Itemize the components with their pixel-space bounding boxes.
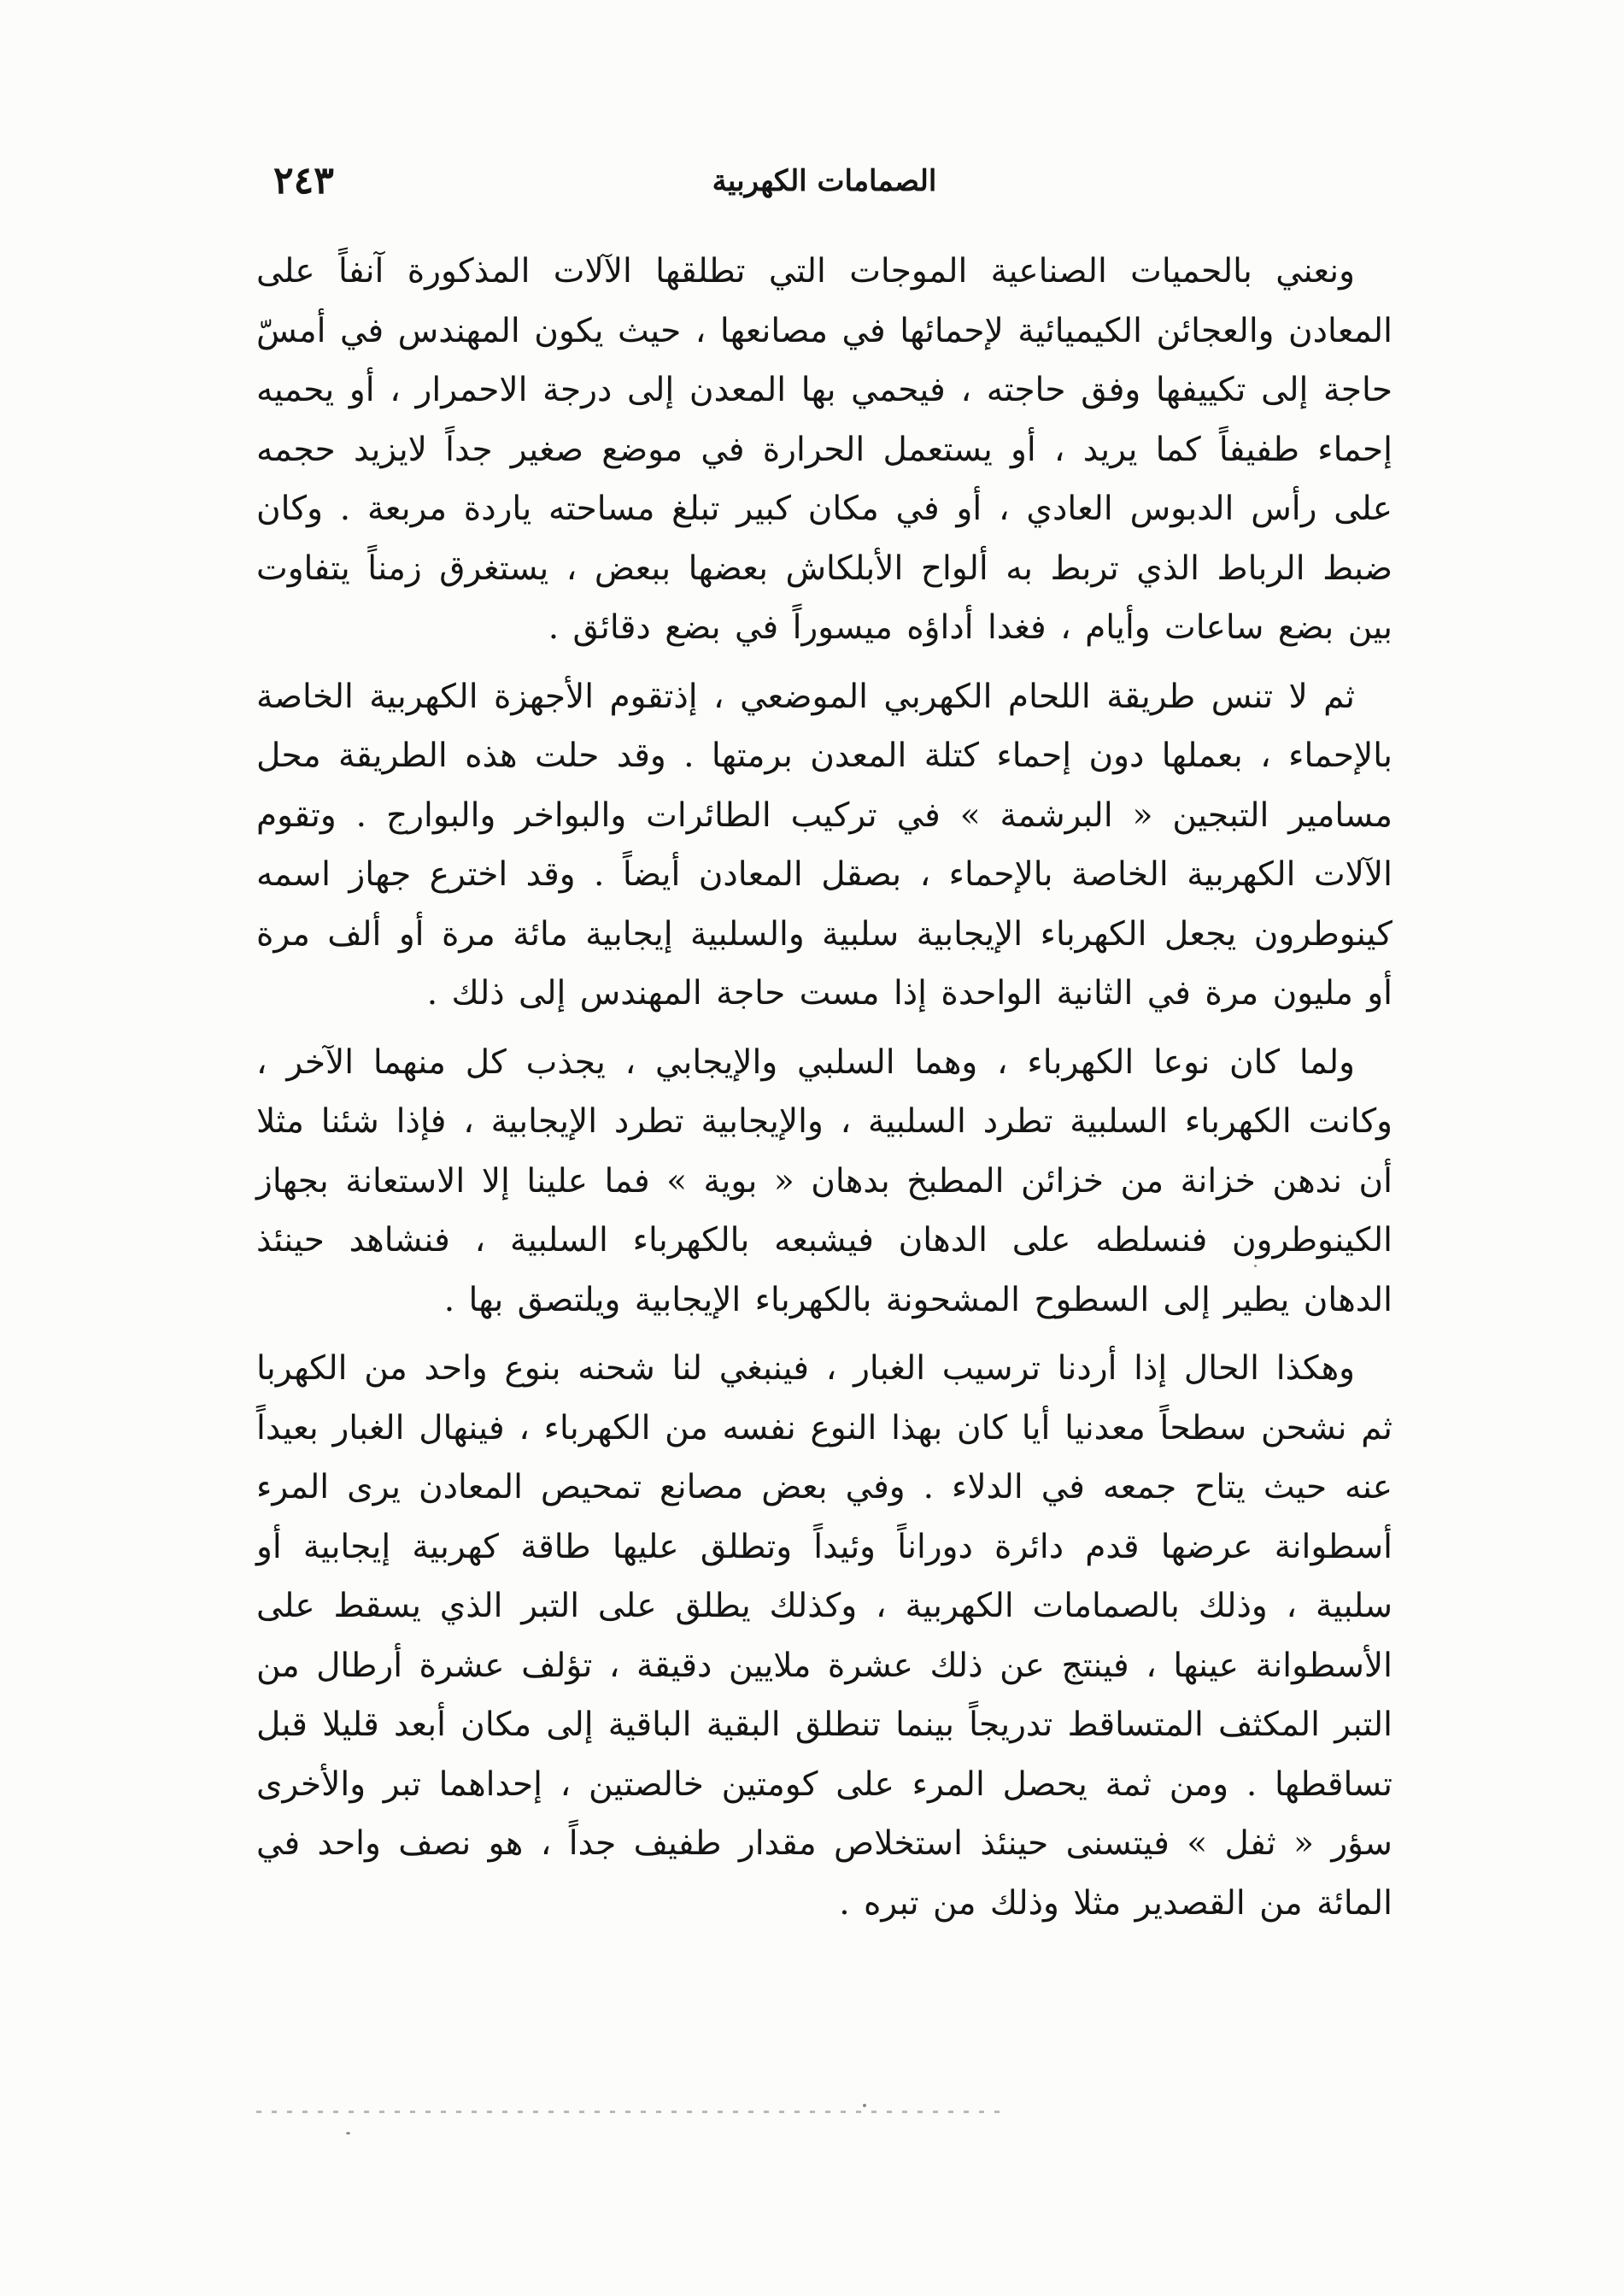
paragraph-4: وهكذا الحال إذا أردنا ترسيب الغبار ، فينبغي لنا شحنه بنوع واحد من الكهربا ثم نشحن سطحاً معدنيا أيا كان بهذا النوع نفسه من الكهرباء ، فينهال الغبار بعيداً عنه حيث يتاح جمعه في الدلاء . وفي بعض مصانع تمحيص المعادن يرى المرء أسطوانة عرضها قدم دائرة دوراناً وئيداً وتطلق عليها طاقة كهربية إيجابية أو سلبية ، وذلك بالصمامات الكهربية ، وكذلك يطلق على التبر الذي يسقط على الأسطوانة عينها ، فينتج عن ذلك عشرة ملايين دقيقة ، تؤلف عشرة أرطال من التبر المكثف المتساقط تدريجاً بينما تنطلق البقية الباقية إلى مكان أبعد قليلا قبل تساقطها . ومن ثمة يحصل المرء على كومتين خالصتين ، إحداهما تبر والأخرى سؤر « ثفل » فيتسنى حينئذ استخلاص مقدار طفيف جداً ، هو نصف واحد في المائة من القصدير مثلا وذلك من تبره . — [256, 1349, 1392, 1923]
scan-speck — [346, 2132, 350, 2135]
scan-speck — [1254, 1265, 1257, 1267]
scan-noise-line — [256, 2111, 1008, 2113]
page-header — [256, 154, 1392, 231]
paragraph-3: ولما كان نوعا الكهرباء ، وهما السلبي والإيجابي ، يجذب كل منهما الآخر ، وكانت الكهرباء السلبية تطرد السلبية ، والإيجابية تطرد الإيجابية ، فإذا شئنا مثلا أن ندهن خزانة من خزائن المطبخ بدهان « بوية » فما علينا إلا الاستعانة بجهاز الكينوطرون فنسلطه على الدهان فيشبعه بالكهرباء السلبية ، فنشاهد حينئذ الدهان يطير إلى السطوح المشحونة بالكهرباء الإيجابية ويلتصق بها . — [256, 1042, 1392, 1319]
page-number: ٢٤٣ — [273, 159, 334, 203]
paragraph-2: ثم لا تنس طريقة اللحام الكهربي الموضعي ، إذتقوم الأجهزة الكهربية الخاصة بالإحماء ، بعملها دون إحماء كتلة المعدن برمتها . وقد حلت هذه الطريقة محل مسامير التبجين « البرشمة » في تركيب الطائرات والبواخر والبوارج . وتقوم الآلات الكهربية الخاصة بالإحماء ، بصقل المعادن أيضاً . وقد اخترع جهاز اسمه كينوطرون يجعل الكهرباء الإيجابية سلبية والسلبية إيجابية مائة مرة أو ألف مرة أو مليون مرة في الثانية الواحدة إذا مست حاجة المهندس إلى ذلك . — [256, 677, 1392, 1013]
scan-speck — [863, 2104, 866, 2107]
running-title: الصمامات الكهربية — [712, 164, 937, 198]
paragraph-1: ونعني بالحميات الصناعية الموجات التي تطلقها الآلات المذكورة آنفاً على المعادن والعجائن الكيميائية لإحمائها في مصانعها ، حيث يكون المهندس في أمسّ حاجة إلى تكييفها وفق حاجته ، فيحمي بها المعدن إلى درجة الاحمرار ، أو يحميه إحماء طفيفاً كما يريد ، أو يستعمل الحرارة في موضع صغير جداً لايزيد حجمه على رأس الدبوس العادي ، أو في مكان كبير تبلغ مساحته ياردة مربعة . وكان ضبط الرباط الذي تربط به ألواح الأبلكاش بعضها ببعض ، يستغرق زمناً يتفاوت بين بضع ساعات وأيام ، فغدا أداؤه ميسوراً في بضع دقائق . — [256, 252, 1392, 647]
body-text — [256, 242, 1392, 1933]
